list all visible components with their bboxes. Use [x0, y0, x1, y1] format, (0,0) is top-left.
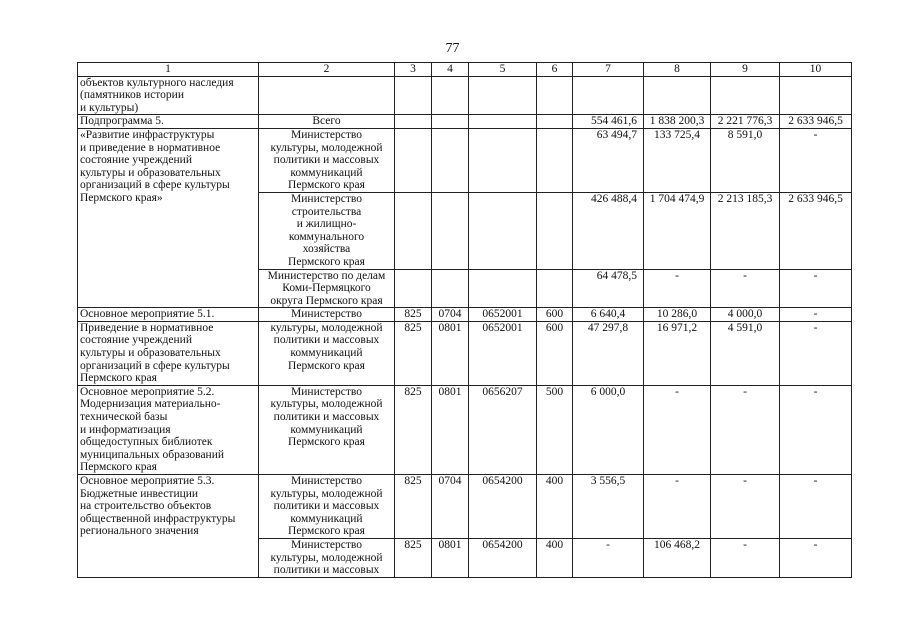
executor-cell — [259, 192, 395, 269]
amount-cell: - — [780, 475, 852, 539]
amount-cell: 6 640,4 — [573, 308, 644, 322]
code-cell: 825 — [395, 321, 432, 385]
cell-text-line: Пермского края — [80, 372, 157, 385]
cell-text-line: культуры и образовательных — [80, 347, 221, 360]
executor-cell — [259, 269, 395, 308]
amount-cell: 106 468,2 — [644, 538, 711, 577]
cell-text-line: культуры и образовательных — [80, 166, 221, 179]
code-cell: 0704 — [432, 475, 469, 539]
code-cell: 0801 — [432, 385, 469, 474]
program-name-cell — [78, 115, 259, 129]
cell-text-line: культуры, молодежной — [270, 141, 383, 154]
code-cell: 400 — [537, 538, 573, 577]
table-row — [78, 385, 852, 474]
program-name-cell — [78, 128, 259, 307]
budget-table — [77, 62, 852, 578]
cell-text-line: культуры, молодежной — [270, 487, 383, 500]
amount-cell: - — [780, 269, 852, 308]
amount-cell: - — [780, 321, 852, 385]
table-row — [78, 128, 852, 192]
cell-text-line: коммунального — [288, 230, 365, 243]
cell-text-line: коммуникаций — [290, 347, 363, 360]
amount-cell: 3 556,5 — [573, 475, 644, 539]
amount-cell: 1 704 474,9 — [644, 192, 711, 269]
cell-text-line: Министерство — [291, 128, 362, 141]
cell-text-line: политики и массовых — [273, 564, 380, 577]
cell-text-line: состояние учреждений — [80, 154, 192, 167]
table-row — [78, 308, 852, 322]
code-cell: 600 — [537, 321, 573, 385]
cell-text-line: Основное мероприятие 5.1. — [80, 308, 215, 321]
cell-text-line: строительства — [291, 205, 362, 218]
amount-cell: 1 838 200,3 — [644, 115, 711, 129]
code-cell: 0801 — [432, 538, 469, 577]
amount-cell: 426 488,4 — [573, 192, 644, 269]
code-cell: 0654200 — [469, 538, 537, 577]
cell-text-line: Пермского края — [288, 359, 365, 372]
header-cell: 1 — [78, 63, 259, 77]
amount-cell: - — [711, 475, 780, 539]
cell-text-line: коммуникаций — [290, 512, 363, 525]
code-cell: 0704 — [432, 308, 469, 322]
header-cell: 6 — [537, 63, 573, 77]
amount-cell: 2 633 946,5 — [780, 115, 852, 129]
cell-text-line: регионального значения — [80, 525, 199, 538]
header-cell: 2 — [259, 63, 395, 77]
cell-text-line: политики и массовых — [273, 334, 380, 347]
cell-text-line: округа Пермского края — [270, 294, 383, 307]
amount-cell: 2 213 185,3 — [711, 192, 780, 269]
cell-text-line: состояние учреждений — [80, 334, 192, 347]
amount-cell: - — [780, 385, 852, 474]
code-cell: 825 — [395, 385, 432, 474]
cell-text-line: хозяйства — [302, 243, 351, 256]
page-number: 77 — [445, 41, 460, 56]
program-name-cell — [78, 385, 259, 474]
cell-text-line: общественной инфраструктуры — [80, 512, 236, 525]
code-cell: 600 — [537, 308, 573, 322]
cell-text-line: Коми-Пермяцкого — [282, 282, 371, 295]
amount-cell: 8 591,0 — [711, 128, 780, 192]
code-cell: 400 — [537, 475, 573, 539]
executor-cell — [259, 538, 395, 577]
code-cell: 0801 — [432, 321, 469, 385]
amount-cell: 2 221 776,3 — [711, 115, 780, 129]
cell-text-line: Пермского края — [288, 525, 365, 538]
cell-text-line: Пермского края — [80, 461, 157, 474]
cell-text-line: организаций в сфере культуры — [80, 359, 230, 372]
cell-text-line: Всего — [312, 115, 341, 128]
cell-text-line: политики и массовых — [273, 411, 380, 424]
cell-text-line: политики и массовых — [273, 500, 380, 513]
code-cell: 0652001 — [469, 308, 537, 322]
amount-cell: - — [711, 385, 780, 474]
cell-text-line: Основное мероприятие 5.2. — [80, 385, 215, 398]
cell-text-line: и приведение в нормативное — [80, 141, 221, 154]
amount-cell: 554 461,6 — [573, 115, 644, 129]
amount-cell: - — [644, 475, 711, 539]
cell-text-line: Пермского края — [288, 179, 365, 192]
amount-cell: - — [644, 385, 711, 474]
cell-text-line: культуры, молодежной — [270, 551, 383, 564]
cell-text-line: Министерство — [291, 192, 362, 205]
amount-cell: 4 591,0 — [711, 321, 780, 385]
amount-cell: 16 971,2 — [644, 321, 711, 385]
amount-cell: - — [780, 538, 852, 577]
code-cell: 825 — [395, 475, 432, 539]
table-row — [78, 321, 852, 385]
header-cell: 5 — [469, 63, 537, 77]
cell-text-line: Министерство — [291, 308, 362, 321]
cell-text-line: на строительство объектов — [80, 500, 212, 513]
code-cell: 0652001 — [469, 321, 537, 385]
executor-cell — [259, 321, 395, 385]
executor-cell — [259, 115, 395, 129]
header-cell: 9 — [711, 63, 780, 77]
cell-text-line: общедоступных библиотек — [80, 436, 213, 449]
header-cell: 10 — [780, 63, 852, 77]
cell-text-line: Пермского края» — [80, 191, 163, 204]
amount-cell: 64 478,5 — [573, 269, 644, 308]
program-name-cell — [78, 308, 259, 322]
cell-text-line: и культуры) — [80, 101, 139, 114]
cell-text-line: технической базы — [80, 411, 168, 424]
amount-cell: - — [711, 538, 780, 577]
cell-text-line: Основное мероприятие 5.3. — [80, 475, 215, 487]
executor-cell — [259, 475, 395, 539]
amount-cell: 4 000,0 — [711, 308, 780, 322]
amount-cell: - — [780, 128, 852, 192]
code-cell: 0654200 — [469, 475, 537, 539]
cell-text-line: Министерство по делам — [267, 269, 386, 282]
cell-text-line: и информатизация — [80, 423, 171, 436]
executor-cell — [259, 308, 395, 322]
header-cell: 3 — [395, 63, 432, 77]
amount-cell: 63 494,7 — [573, 128, 644, 192]
cell-text-line: Министерство — [291, 385, 362, 398]
cell-text-line: объектов культурного наследия — [80, 76, 234, 89]
cell-text-line: коммуникаций — [290, 423, 363, 436]
code-cell: 0656207 — [469, 385, 537, 474]
header-cell: 7 — [573, 63, 644, 77]
amount-cell: 133 725,4 — [644, 128, 711, 192]
cell-text-line: культуры, молодежной — [270, 398, 383, 411]
program-name-cell — [78, 475, 259, 578]
executor-cell — [259, 128, 395, 192]
cell-text-line: Модернизация материально- — [80, 398, 221, 411]
table-row — [78, 115, 852, 129]
amount-cell: - — [780, 308, 852, 322]
code-cell: 500 — [537, 385, 573, 474]
cell-text-line: муниципальных образований — [80, 448, 225, 461]
cell-text-line: и жилищно- — [296, 218, 357, 231]
amount-cell: - — [644, 269, 711, 308]
cell-text-line: Пермского края — [288, 255, 365, 268]
amount-cell: - — [573, 538, 644, 577]
cell-text-line: организаций в сфере культуры — [80, 179, 230, 192]
cell-text-line: коммуникаций — [290, 166, 363, 179]
program-name-cell — [78, 321, 259, 385]
header-cell: 8 — [644, 63, 711, 77]
cell-text-line: (памятников истории — [80, 89, 184, 102]
cell-text-line: Министерство — [291, 538, 362, 551]
header-cell: 4 — [432, 63, 469, 77]
header-row — [78, 63, 852, 77]
amount-cell: 10 286,0 — [644, 308, 711, 322]
cell-text-line: культуры, молодежной — [270, 321, 383, 334]
cell-text-line: Подпрограмма 5. — [80, 115, 164, 128]
table-row — [78, 475, 852, 539]
code-cell: 825 — [395, 308, 432, 322]
cell-text-line: политики и массовых — [273, 154, 380, 167]
code-cell: 825 — [395, 538, 432, 577]
amount-cell: 6 000,0 — [573, 385, 644, 474]
cell-text-line: Пермского края — [288, 436, 365, 449]
amount-cell: 47 297,8 — [573, 321, 644, 385]
cell-text-line: Бюджетные инвестиции — [80, 487, 199, 500]
cell-text-line: Министерство — [291, 475, 362, 487]
table-row — [78, 76, 852, 115]
cell-text-line: Приведение в нормативное — [80, 321, 214, 334]
cell-text-line: «Развитие инфраструктуры — [80, 128, 215, 141]
program-name-cell — [78, 76, 259, 115]
amount-cell: 2 633 946,5 — [780, 192, 852, 269]
executor-cell — [259, 385, 395, 474]
amount-cell: - — [711, 269, 780, 308]
